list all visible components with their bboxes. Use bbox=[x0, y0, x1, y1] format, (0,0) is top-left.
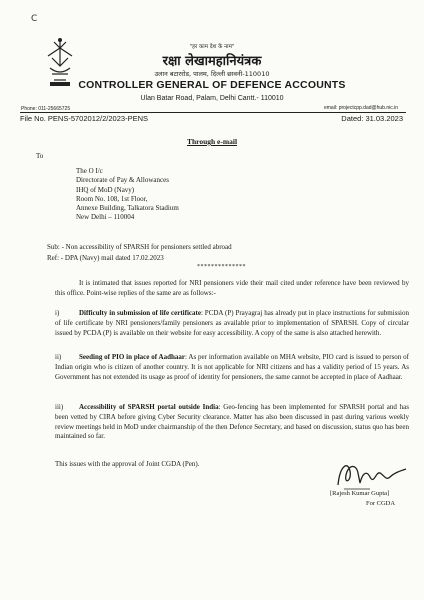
point-heading: Seeding of PIO in place of Aadhaar bbox=[79, 353, 185, 361]
recipient-address bbox=[76, 167, 179, 223]
address-line: Room No. 108, 1st Floor, bbox=[76, 194, 148, 203]
address-line: Directorate of Pay & Allowances bbox=[76, 176, 169, 185]
point-heading: Difficulty in submission of life certificate bbox=[79, 309, 201, 317]
subject-line: Sub: - Non accessibility of SPARSH for pensioners settled abroad bbox=[47, 243, 232, 251]
header-divider bbox=[20, 112, 406, 113]
separator-stars: ************** bbox=[197, 264, 246, 270]
hindi-title: रक्षा लेखामहानियंत्रक bbox=[162, 54, 262, 69]
date: Dated: 31.03.2023 bbox=[341, 114, 403, 123]
hindi-address: उलान बटाररोड, पालम, दिल्ली छावनी-110010 bbox=[154, 70, 270, 78]
corner-mark: C bbox=[31, 14, 38, 24]
file-number: File No. PENS-5702012/2/2023-PENS bbox=[20, 114, 148, 123]
reference-line: Ref: - DPA (Navy) mail dated 17.02.2023 bbox=[47, 254, 164, 262]
address-line: IHQ of MoD (Navy) bbox=[76, 185, 135, 194]
point-2-paragraph bbox=[55, 353, 409, 382]
motto: "हर काम देश के नाम" bbox=[189, 44, 235, 50]
english-title: CONTROLLER GENERAL OF DEFENCE ACCOUNTS bbox=[78, 79, 346, 91]
approval-line: This issues with the approval of Joint CGDA (Pen). bbox=[55, 460, 200, 468]
signature-icon bbox=[330, 455, 410, 495]
address-line: Annexe Building, Talkatora Stadium bbox=[76, 204, 179, 213]
address-line: The O I/c bbox=[76, 167, 103, 175]
english-address: Ulan Batar Road, Palam, Delhi Cantt.- 110010 bbox=[140, 95, 284, 102]
address-line: New Delhi – 110004 bbox=[76, 213, 135, 222]
email-address: email: projectcpp.dad@hub.nic.in bbox=[323, 105, 398, 111]
through-email-heading: Through e-mail bbox=[186, 137, 238, 146]
signatory-name: [Rajesh Kumar Gupta] bbox=[330, 490, 390, 497]
point-text: : As per information available on MHA website, PIO card is issued to person of Indian origin who is citizen of another country. It is not applicable for NRI citizens and has a validity period of 15 years. As Government has not extended its usage as proof of identity for pensioners, the same cannot be accepted in place of Aadhaar. bbox=[55, 353, 409, 381]
point-number: i) bbox=[55, 309, 60, 317]
intro-paragraph: It is intimated that issues reported for NRI pensioners vide their mail cited under reference have been reviewed by this office. Point-wise replies of the same are as follows:- bbox=[55, 279, 409, 297]
point-3-paragraph bbox=[55, 403, 409, 442]
point-1-paragraph bbox=[55, 309, 409, 338]
point-number: ii) bbox=[55, 353, 62, 361]
point-text: : Geo-fencing has been implemented for SPARSH portal and has been vetted by CIRA before giving Cyber Security clearance. Matter has also been discussed in past during various weekly review meetings held in MoD under chairmanship of the then Defence Secretary, and based on discussion, status quo has been maintained so far. bbox=[55, 403, 409, 441]
point-text: : PCDA (P) Prayagraj has already put in place instructions for submission of life certificate by NRI pensioners/family pensioners as available prior to implementation of SPARSH. Copy of circular issued by PCDA (P) is available on their website for easy accessibility. A copy of the same is also attached herewith. bbox=[55, 309, 409, 337]
point-number: iii) bbox=[55, 403, 64, 411]
signatory-designation: For CGDA bbox=[366, 500, 396, 507]
to-label: To bbox=[36, 152, 44, 160]
point-heading: Accessibility of SPARSH portal outside India bbox=[79, 403, 219, 411]
phone-number: Phone: 011-25665725 bbox=[21, 106, 71, 112]
